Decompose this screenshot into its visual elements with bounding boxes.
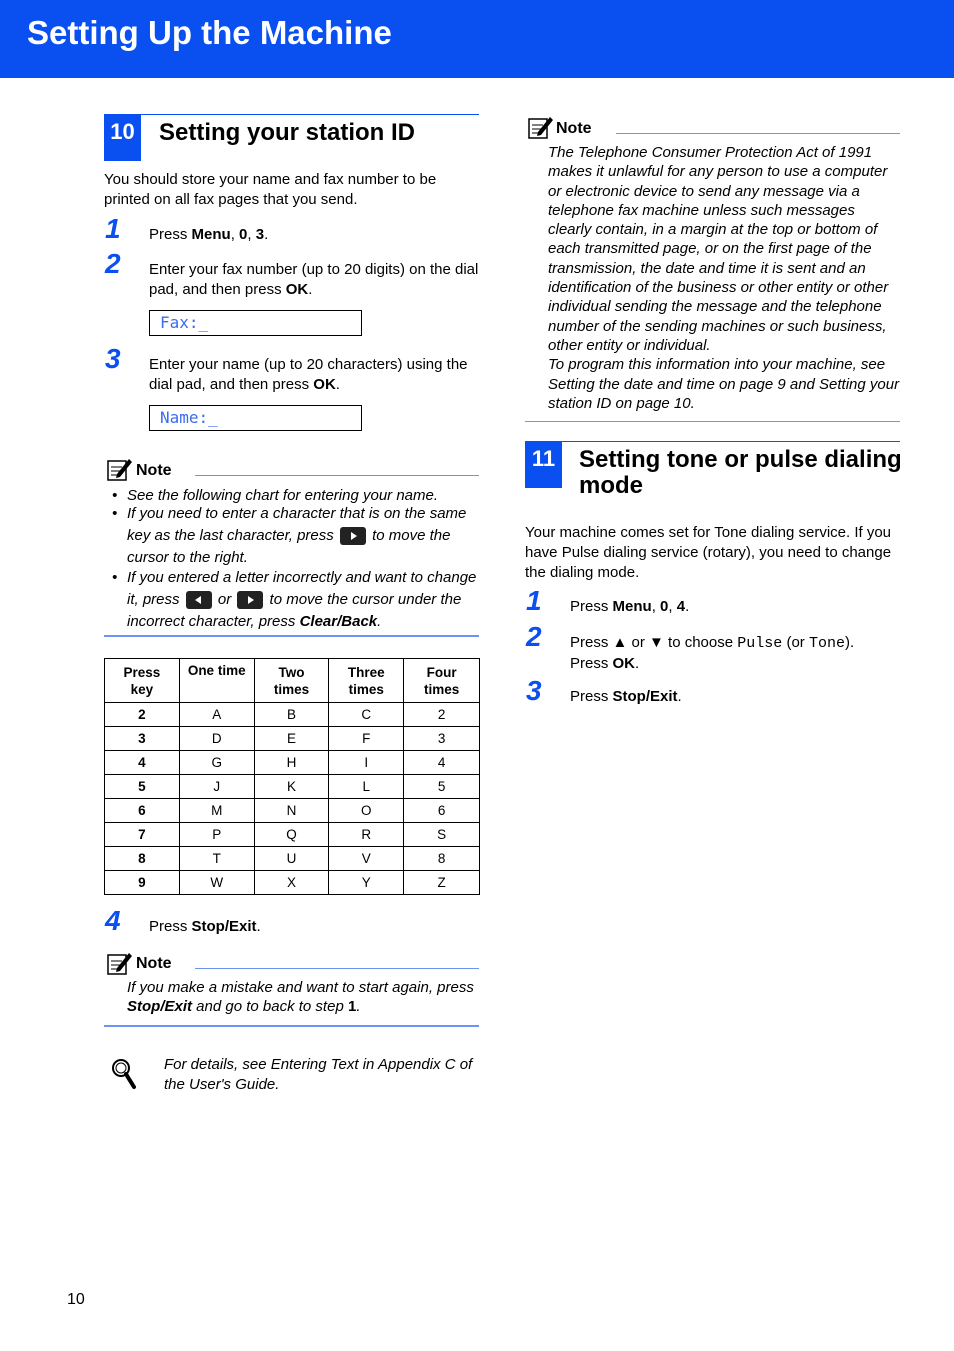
step-text: Press ▲ or ▼ to choose Pulse (or Tone). Press OK.: [570, 634, 855, 672]
table-cell: 5: [404, 775, 480, 799]
table-cell: 9: [105, 871, 180, 895]
lcd-display-name: Name:_: [149, 405, 362, 431]
table-cell: L: [329, 775, 404, 799]
table-cell: K: [254, 775, 329, 799]
table-cell: 7: [105, 823, 180, 847]
note-paragraph: The Telephone Consumer Protection Act of 1991 makes it unlawful for any person to use a computer or electronic device to send any message via a telephone fax machine unless such messages clearly contain, in a margin at the top or bottom of each transmitted page, or on the first page of the transmission, the date and time it is sent and an identification of the business or other entity or other individual sending the message and the telephone number of the sending machines or such business, other entity or individual.: [548, 144, 889, 354]
table-row: [105, 871, 480, 895]
table-cell: U: [254, 847, 329, 871]
note-label: Note: [556, 120, 592, 137]
note-bottom-rule: [104, 635, 479, 637]
section-rule: [104, 114, 479, 115]
table-cell: G: [179, 751, 254, 775]
note-bottom-rule: [525, 421, 900, 422]
table-cell: 3: [105, 727, 180, 751]
table-cell: J: [179, 775, 254, 799]
table-cell: O: [329, 799, 404, 823]
table-cell: I: [329, 751, 404, 775]
table-cell: T: [179, 847, 254, 871]
table-cell: 6: [105, 799, 180, 823]
table-cell: D: [179, 727, 254, 751]
page-title: Setting Up the Machine: [27, 14, 392, 51]
note-pencil-icon: [107, 456, 133, 482]
table-cell: A: [179, 703, 254, 727]
table-cell: W: [179, 871, 254, 895]
left-arrow-key-icon: [186, 591, 212, 609]
table-cell: H: [254, 751, 329, 775]
step-text: Press Stop/Exit.: [149, 918, 261, 935]
note-pencil-icon: [528, 114, 554, 140]
table-cell: Z: [404, 871, 480, 895]
step-text: Press Stop/Exit.: [570, 688, 682, 705]
right-arrow-key-icon: [340, 527, 366, 545]
note-pencil-icon: [107, 950, 133, 976]
table-row: [105, 775, 480, 799]
table-cell: 6: [404, 799, 480, 823]
note-bottom-rule: [104, 1025, 479, 1027]
character-entry-table: [104, 658, 480, 895]
table-row: [105, 823, 480, 847]
page-number: 10: [67, 1291, 85, 1308]
column-header: Two times: [254, 659, 329, 703]
step-number: 2: [105, 248, 121, 279]
note-label: Note: [136, 955, 172, 972]
section-title: Setting tone or pulse dialing mode: [579, 446, 902, 499]
section-number-badge: 10: [104, 114, 141, 161]
table-cell: M: [179, 799, 254, 823]
step-number: 1: [105, 213, 121, 244]
note-rule: [616, 133, 900, 134]
step-text: Press Menu, 0, 3.: [149, 226, 269, 243]
table-row: [105, 727, 480, 751]
table-cell: X: [254, 871, 329, 895]
table-cell: 5: [105, 775, 180, 799]
section-title: Setting your station ID: [159, 119, 416, 146]
note-text: If you make a mistake and want to start again, press Stop/Exit and go to back to step 1.: [127, 979, 474, 1016]
step-number: 2: [526, 621, 542, 652]
note-bullet: • See the following chart for entering your name.: [112, 487, 439, 504]
note-text: [548, 143, 900, 413]
step-text: Enter your name (up to 20 characters) using the dial pad, and then press OK.: [149, 356, 468, 393]
step-text: Enter your fax number (up to 20 digits) on the dial pad, and then press OK.: [149, 261, 479, 298]
step-number: 3: [105, 343, 121, 374]
note-rule: [195, 968, 479, 969]
table-row: [105, 799, 480, 823]
note-bullet: • If you entered a letter incorrectly and want to change it, press or to move the cursor under the incorrect character, press Clear/Back.: [112, 569, 477, 631]
column-header: One time: [179, 659, 254, 703]
section-intro: Your machine comes set for Tone dialing service. If you have Pulse dialing service (rotary), you need to change the dialing mode.: [525, 524, 892, 581]
note-rule: [195, 475, 479, 476]
magnifier-icon: [110, 1057, 138, 1091]
table-cell: Y: [329, 871, 404, 895]
table-row: [105, 847, 480, 871]
table-cell: R: [329, 823, 404, 847]
page-header: [0, 0, 954, 78]
table-row: [105, 703, 480, 727]
table-cell: 2: [404, 703, 480, 727]
column-header: Press key: [105, 659, 180, 703]
section-intro: You should store your name and fax number to be printed on all fax pages that you send.: [104, 171, 437, 208]
note-paragraph: To program this information into your machine, see Setting the date and time on page 9 and Setting your station ID on page 10.: [548, 356, 900, 412]
lcd-display-fax: Fax:_: [149, 310, 362, 336]
table-cell: V: [329, 847, 404, 871]
section-rule: [525, 441, 900, 442]
step-number: 1: [526, 585, 542, 616]
column-header: Four times: [404, 659, 480, 703]
table-cell: 4: [105, 751, 180, 775]
section-number-badge: 11: [525, 441, 562, 488]
table-cell: P: [179, 823, 254, 847]
table-cell: F: [329, 727, 404, 751]
table-cell: B: [254, 703, 329, 727]
table-cell: S: [404, 823, 480, 847]
table-cell: C: [329, 703, 404, 727]
right-arrow-key-icon: [237, 591, 263, 609]
table-cell: Q: [254, 823, 329, 847]
column-header: Three times: [329, 659, 404, 703]
note-label: Note: [136, 462, 172, 479]
table-cell: N: [254, 799, 329, 823]
note-bullet: • If you need to enter a character that is on the same key as the last character, press to move the cursor to the right.: [112, 505, 467, 567]
step-number: 4: [105, 905, 121, 936]
reference-text: For details, see Entering Text in Appendix C of the User's Guide.: [164, 1056, 473, 1093]
table-row: [105, 751, 480, 775]
step-number: 3: [526, 675, 542, 706]
table-cell: 8: [404, 847, 480, 871]
table-cell: 3: [404, 727, 480, 751]
table-cell: 8: [105, 847, 180, 871]
note-bullets: [112, 486, 482, 633]
step-text: Press Menu, 0, 4.: [570, 598, 690, 615]
table-cell: E: [254, 727, 329, 751]
table-cell: 2: [105, 703, 180, 727]
table-header-row: [105, 659, 480, 703]
table-cell: 4: [404, 751, 480, 775]
